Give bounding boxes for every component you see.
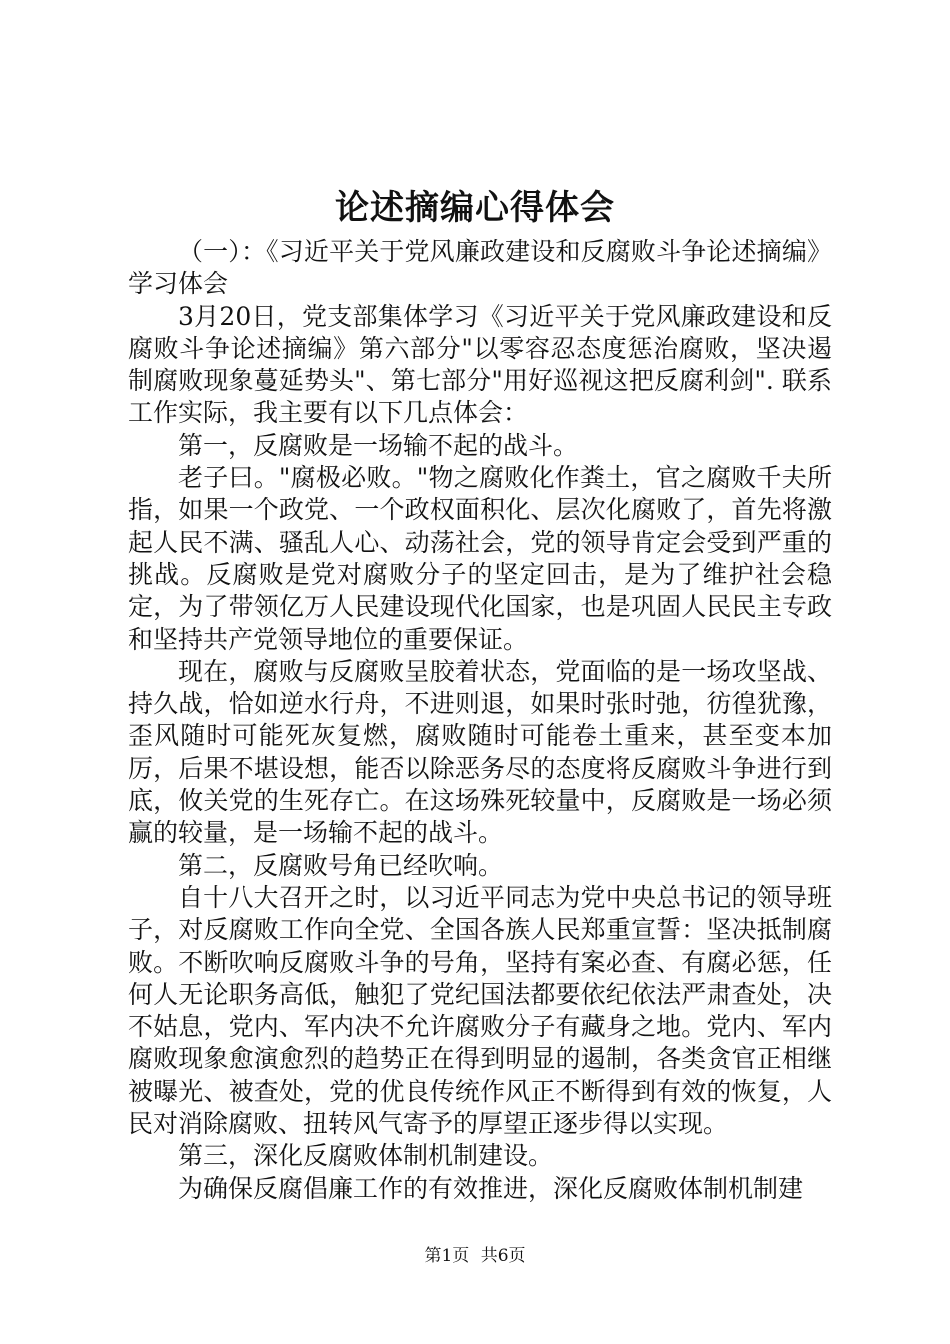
paragraph-point-two: 自十八大召开之时，以习近平同志为党中央总书记的领导班子，对反腐败工作向全党、全国各族人民郑重宣誓：坚决抵制腐败。不断吹响反腐败斗争的号角，坚持有案必查、有腐必惩，任何人无论职务高低，触犯了党纪国法都要依纪依法严肃查处，决不姑息，党内、军内决不允许腐败分子有藏身之地。党内、军内腐败现象愈演愈烈的趋势正在得到明显的遏制，各类贪官正相继被曝光、被查处，党的优良传统作风正不断得到有效的恢复，人民对消除腐败、扭转风气寄予的厚望正逐步得以实现。 <box>128 882 832 1139</box>
page-footer <box>0 1244 950 1268</box>
page-total: 共6页 <box>480 1246 526 1266</box>
paragraph-point-one-b: 现在，腐败与反腐败呈胶着状态，党面临的是一场攻坚战、持久战，恰如逆水行舟，不进则退，如果时张时弛，彷徨犹豫，歪风随时可能死灰复燃，腐败随时可能卷土重来，甚至变本加厉，后果不堪设想，能否以除恶务尽的态度将反腐败斗争进行到底，攸关党的生死存亡。在这场殊死较量中，反腐败是一场必须赢的较量，是一场输不起的战斗。 <box>128 656 832 848</box>
document-body <box>128 236 832 1205</box>
paragraph-intro: 3月20日，党支部集体学习《习近平关于党风廉政建设和反腐败斗争论述摘编》第六部分"以零容忍态度惩治腐败，坚决遏制腐败现象蔓延势头"、第七部分"用好巡视这把反腐利剑". 联系工作实际，我主要有以下几点体会： <box>128 301 832 428</box>
paragraph-point-three: 为确保反腐倡廉工作的有效推进，深化反腐败体制机制建 <box>178 1173 804 1203</box>
heading-point-one: 第一，反腐败是一场输不起的战斗。 <box>178 430 579 460</box>
paragraph-subtitle: （一）：《习近平关于党风廉政建设和反腐败斗争论述摘编》学习体会 <box>128 237 832 299</box>
page-number: 第1页 <box>424 1246 470 1266</box>
heading-point-three: 第三，深化反腐败体制机制建设。 <box>178 1141 554 1171</box>
document-title: 论述摘编心得体会 <box>335 188 615 228</box>
paragraph-point-one-a: 老子曰。"腐极必败。"物之腐败化作粪土，官之腐败千夫所指，如果一个政党、一个政权面积化、层次化腐败了，首先将激起人民不满、骚乱人心、动荡社会，党的领导肯定会受到严重的挑战。反腐败是党对腐败分子的坚定回击，是为了维护社会稳定，为了带领亿万人民建设现代化国家，也是巩固人民民主专政和坚持共产党领导地位的重要保证。 <box>128 463 832 654</box>
heading-point-two: 第二，反腐败号角已经吹响。 <box>178 850 504 880</box>
